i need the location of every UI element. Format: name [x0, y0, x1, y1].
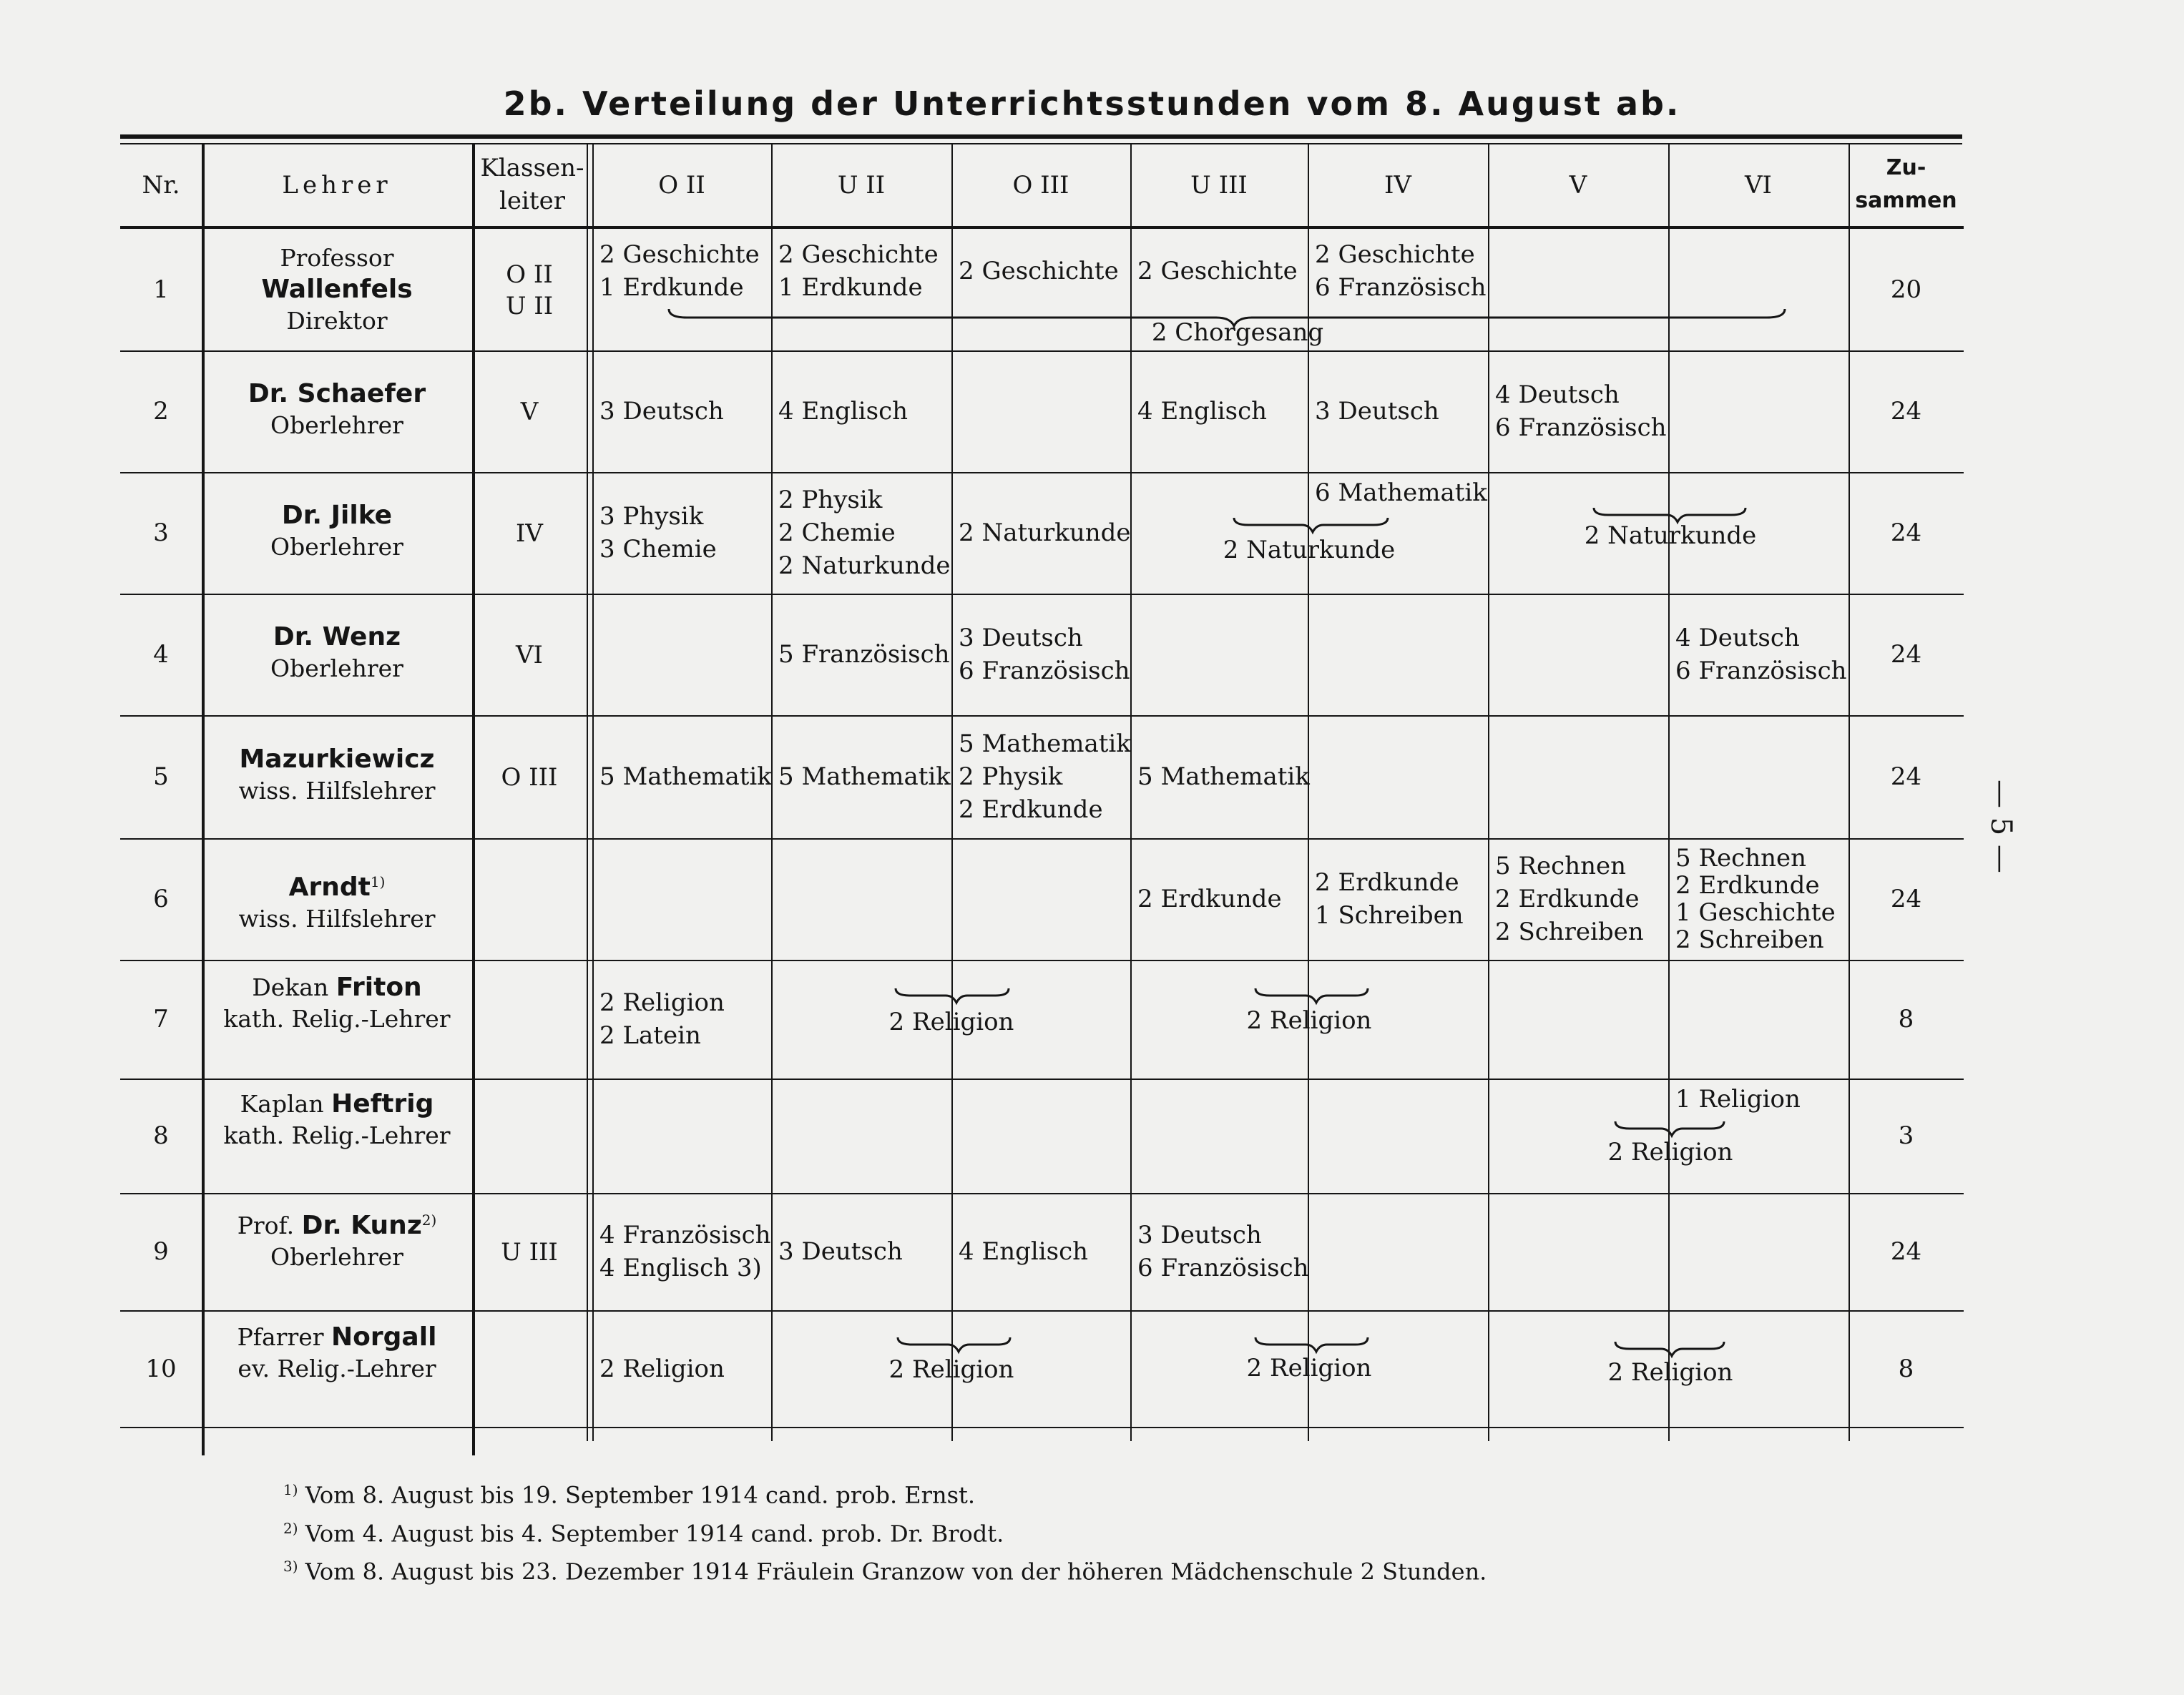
class-leader: O II: [506, 260, 553, 289]
lesson-entry: 4 Englisch 3): [599, 1254, 762, 1282]
lesson-entry: 3 Physik: [599, 502, 704, 531]
brace-religion-10b: [1255, 1337, 1368, 1352]
footnote-3: $^{3)}$ Vom 8. August bis 23. Dezember 1914 Fräulein Granzow von der höheren Mädchenschule 2 Stunden.: [283, 1558, 1487, 1586]
footnote-ref: 1): [370, 873, 386, 890]
lesson-entry: 2 Schreiben: [1495, 918, 1644, 946]
brace-religion-8: [1615, 1121, 1724, 1136]
header-zusammen-2: sammen: [1855, 188, 1957, 213]
row-number: 6: [153, 885, 169, 913]
teacher-name: Dr. Wenz: [273, 622, 401, 652]
lesson-entry: 4 Englisch: [778, 397, 909, 426]
row-total: 24: [1890, 397, 1922, 426]
header-class-oii: O II: [658, 171, 705, 200]
footnotes: [283, 1473, 1487, 1588]
lesson-entry: 3 Deutsch: [1315, 397, 1439, 426]
lesson-entry: 6 Mathematik: [1315, 478, 1487, 507]
teacher-role: kath. Relig.-Lehrer: [223, 1005, 451, 1033]
lesson-entry: 5 Französisch: [778, 640, 950, 669]
header-class-uiii: U III: [1190, 171, 1248, 200]
teacher-name: Dr. Schaefer: [248, 379, 426, 408]
header-class-vi: VI: [1745, 171, 1772, 200]
header-klassenleiter-2: leiter: [499, 187, 565, 215]
teacher-name: Arndt: [288, 873, 371, 902]
lesson-entry: 2 Geschichte: [1315, 240, 1475, 269]
teacher-role: Oberlehrer: [270, 533, 403, 561]
header-lehrer: Lehrer: [282, 171, 392, 200]
row-number: 9: [153, 1237, 169, 1266]
lesson-entry: 6 Französisch: [1137, 1254, 1309, 1282]
header-class-iv: IV: [1384, 171, 1411, 200]
lesson-entry: 1 Erdkunde: [599, 273, 744, 302]
header-class-uii: U II: [837, 171, 886, 200]
row-total: 24: [1890, 640, 1922, 669]
header-zusammen-1: Zu-: [1886, 155, 1926, 180]
span-religion-7a: 2 Religion: [888, 1008, 1014, 1036]
lesson-entry: 5 Mathematik: [778, 762, 951, 791]
page-title: 2b. Verteilung der Unterrichtsstunden vom 8. August ab.: [503, 84, 1681, 123]
lesson-entry: 1 Geschichte: [1675, 898, 1836, 927]
footnote-2: $^{2)}$ Vom 4. August bis 4. September 1914 cand. prob. Dr. Brodt.: [283, 1519, 1004, 1548]
teacher-title: Pfarrer: [237, 1322, 324, 1351]
teacher-name: Dr. Jilke: [281, 501, 393, 530]
row-number: 5: [153, 762, 169, 791]
teacher-role: Oberlehrer: [270, 654, 403, 682]
lesson-entry: 2 Religion: [599, 1354, 725, 1383]
row-number: 8: [153, 1121, 169, 1150]
span-religion-8: 2 Religion: [1607, 1138, 1733, 1166]
lesson-entry: 1 Schreiben: [1315, 901, 1464, 930]
row-total: 24: [1890, 1237, 1922, 1266]
span-religion-10c: 2 Religion: [1607, 1358, 1733, 1387]
teacher-role: Direktor: [286, 307, 388, 335]
page-number: — 5 —: [1984, 780, 2017, 873]
teacher-name: Wallenfels: [261, 275, 413, 304]
lesson-entry: 6 Französisch: [1675, 657, 1847, 685]
row-total: 24: [1890, 519, 1922, 547]
lesson-entry: 6 Französisch: [1315, 273, 1487, 302]
row-number: 3: [153, 519, 169, 547]
lesson-entry: 4 Deutsch: [1675, 624, 1800, 652]
lesson-entry: 4 Französisch: [599, 1221, 771, 1249]
row-total: 20: [1890, 275, 1922, 304]
lesson-entry: 3 Deutsch: [778, 1237, 903, 1266]
lesson-entry: 2 Geschichte: [1137, 257, 1298, 285]
row-number: 1: [153, 275, 169, 304]
lesson-entry: 3 Deutsch: [1137, 1221, 1262, 1249]
lesson-entry: 1 Religion: [1675, 1085, 1801, 1114]
teacher-name: Norgall: [331, 1322, 437, 1352]
lesson-entry: 3 Deutsch: [959, 624, 1083, 652]
class-leader: V: [520, 398, 539, 426]
lesson-entry: 2 Geschichte: [959, 257, 1119, 285]
lesson-entry: 1 Erdkunde: [778, 273, 923, 302]
lesson-entry: 5 Mathematik: [1137, 762, 1310, 791]
brace-religion-7b: [1255, 988, 1368, 1003]
teacher-name: Friton: [336, 973, 422, 1002]
class-leader: VI: [516, 641, 543, 669]
teacher-title: Dekan: [252, 973, 329, 1001]
teacher-title: Professor: [280, 244, 394, 272]
header-klassenleiter-1: Klassen-: [480, 154, 584, 182]
lesson-entry: 6 Französisch: [959, 657, 1130, 685]
lesson-entry: 2 Latein: [599, 1021, 701, 1050]
teacher-title: Kaplan: [240, 1090, 324, 1118]
class-leader: O III: [501, 763, 558, 792]
lesson-entry: 6 Französisch: [1495, 413, 1667, 442]
lesson-entry: 5 Rechnen: [1675, 844, 1807, 873]
brace-religion-10c: [1615, 1342, 1724, 1356]
row-total: 24: [1890, 885, 1922, 913]
header-nr: Nr.: [142, 171, 180, 200]
span-chorgesang: 2 Chorgesang: [1151, 318, 1324, 347]
brace-religion-7a: [896, 988, 1009, 1003]
teacher-title: Prof.: [237, 1212, 295, 1239]
lesson-entry: 5 Mathematik: [599, 762, 772, 791]
teacher-name: Heftrig: [331, 1089, 434, 1119]
teacher-name: Mazurkiewicz: [239, 745, 435, 774]
header-class-oiii: O III: [1012, 171, 1069, 200]
lesson-entry: 5 Rechnen: [1495, 852, 1627, 880]
teacher-name: Dr. Kunz: [301, 1211, 422, 1240]
row-number: 10: [145, 1354, 177, 1383]
lesson-entry: 3 Chemie: [599, 535, 717, 564]
lesson-entry: 2 Erdkunde: [1495, 885, 1640, 913]
lesson-entry: 4 Englisch: [959, 1237, 1089, 1266]
lesson-entry: 2 Geschichte: [599, 240, 760, 269]
lesson-entry: 2 Physik: [778, 486, 883, 514]
row-total: 3: [1898, 1121, 1914, 1150]
lesson-entry: 2 Geschichte: [778, 240, 939, 269]
teacher-role: kath. Relig.-Lehrer: [223, 1121, 451, 1149]
lesson-entry: 2 Physik: [959, 762, 1063, 791]
teacher-role: Oberlehrer: [270, 1243, 403, 1271]
span-naturkunde-1: 2 Naturkunde: [1223, 536, 1396, 564]
span-naturkunde-2: 2 Naturkunde: [1584, 521, 1757, 550]
lesson-entry: 2 Naturkunde: [778, 551, 951, 580]
class-leader: IV: [516, 519, 543, 548]
header-class-v: V: [1569, 171, 1587, 200]
lesson-entry: 2 Erdkunde: [1315, 868, 1459, 897]
lesson-entry: 2 Religion: [599, 988, 725, 1017]
class-leader: U II: [505, 292, 554, 320]
span-religion-10b: 2 Religion: [1246, 1354, 1372, 1382]
lesson-entry: 4 Englisch: [1137, 397, 1268, 426]
lesson-entry: 2 Chemie: [778, 519, 896, 547]
class-leader: U III: [501, 1238, 558, 1267]
lesson-entry: 2 Schreiben: [1675, 925, 1824, 954]
teacher-role: ev. Relig.-Lehrer: [238, 1354, 436, 1382]
row-number: 2: [153, 397, 169, 426]
span-religion-7b: 2 Religion: [1246, 1006, 1372, 1035]
row-total: 8: [1898, 1005, 1914, 1033]
lesson-entry: 2 Erdkunde: [1675, 871, 1820, 900]
lesson-entry: 2 Naturkunde: [959, 519, 1131, 547]
teacher-role: wiss. Hilfslehrer: [238, 777, 436, 805]
lesson-entry: 3 Deutsch: [599, 397, 724, 426]
teacher-role: Oberlehrer: [270, 411, 403, 439]
lesson-entry: 4 Deutsch: [1495, 380, 1620, 409]
lesson-entry: 2 Erdkunde: [959, 795, 1103, 824]
row-number: 7: [153, 1005, 169, 1033]
brace-religion-10a: [898, 1337, 1010, 1352]
row-number: 4: [153, 640, 169, 669]
row-total: 24: [1890, 762, 1922, 791]
lesson-entry: 5 Mathematik: [959, 729, 1131, 758]
teacher-role: wiss. Hilfslehrer: [238, 905, 436, 933]
row-total: 8: [1898, 1354, 1914, 1383]
span-religion-10a: 2 Religion: [888, 1355, 1014, 1384]
footnote-1: $^{1)}$ Vom 8. August bis 19. September 1914 cand. prob. Ernst.: [283, 1481, 976, 1509]
brace-naturkunde-1: [1234, 518, 1388, 532]
footnote-ref: 2): [421, 1212, 437, 1229]
lesson-entry: 2 Erdkunde: [1137, 885, 1282, 913]
